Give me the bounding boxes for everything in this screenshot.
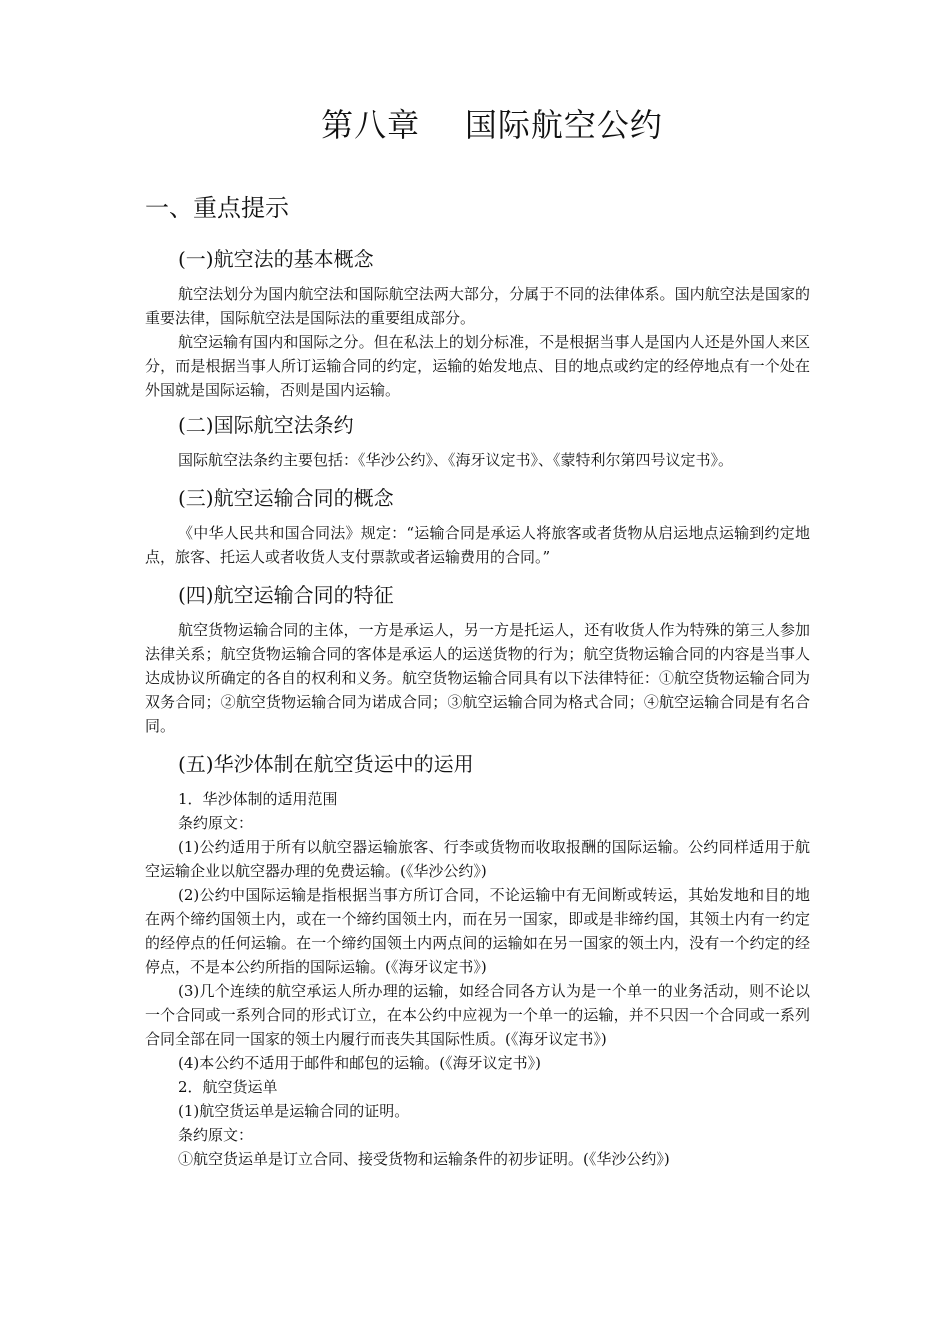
subsection-heading: (三)航空运输合同的概念 <box>178 486 394 510</box>
document-body <box>145 244 810 1171</box>
section-heading: 一、重点提示 <box>145 194 289 222</box>
numbered-heading: 1．华沙体制的适用范围 <box>178 790 338 808</box>
paragraph: 航空货物运输合同的主体，一方是承运人，另一方是托运人，还有收货人作为特殊的第三人参加法律关系；航空货物运输合同的客体是承运人的运送货物的行为；航空货物运输合同的内容是当事人达成协议所确定的各自的权利和义务。航空货物运输合同具有以下法律特征：①航空货物运输合同为双务合同；②航空货物运输合同为诺成合同；③航空运输合同为格式合同；④航空运输合同是有名合同。 <box>145 621 810 735</box>
paragraph: (4)本公约不适用于邮件和邮包的运输。(《海牙议定书》) <box>178 1054 541 1072</box>
paragraph: 国际航空法条约主要包括：《华沙公约》、《海牙议定书》、《蒙特利尔第四号议定书》。 <box>178 451 734 469</box>
subsection-heading: (四)航空运输合同的特征 <box>178 583 394 607</box>
paragraph: 条约原文： <box>178 1126 254 1144</box>
paragraph: (1)航空货运单是运输合同的证明。 <box>178 1102 410 1120</box>
paragraph: (1)公约适用于所有以航空器运输旅客、行李或货物而收取报酬的国际运输。公约同样适用于航空运输企业以航空器办理的免费运输。(《华沙公约》) <box>145 838 810 880</box>
paragraph: 《中华人民共和国合同法》规定：“运输合同是承运人将旅客或者货物从启运地点运输到约定地点，旅客、托运人或者收货人支付票款或者运输费用的合同。” <box>145 524 810 566</box>
chapter-title: 第八章 国际航空公约 <box>321 106 663 144</box>
paragraph: 条约原文： <box>178 814 254 832</box>
paragraph: 航空法划分为国内航空法和国际航空法两大部分，分属于不同的法律体系。国内航空法是国家的重要法律，国际航空法是国际法的重要组成部分。 <box>145 285 810 327</box>
subsection-heading: (二)国际航空法条约 <box>178 413 354 437</box>
paragraph: ①航空货运单是订立合同、接受货物和运输条件的初步证明。(《华沙公约》) <box>178 1150 670 1168</box>
paragraph: (2)公约中国际运输是指根据当事方所订合同，不论运输中有无间断或转运，其始发地和目的地在两个缔约国领土内，或在一个缔约国领土内，而在另一国家，即或是非缔约国，其领土内有一约定的经停点的任何运输。在一个缔约国领土内两点间的运输如在另一国家的领土内，没有一个约定的经停点，不是本公约所指的国际运输。(《海牙议定书》) <box>145 886 810 976</box>
numbered-heading: 2．航空货运单 <box>178 1078 278 1096</box>
paragraph: (3)几个连续的航空承运人所办理的运输，如经合同各方认为是一个单一的业务活动，则不论以一个合同或一系列合同的形式订立，在本公约中应视为一个单一的运输，并不只因一个合同或一系列合同全部在同一国家的领土内履行而丧失其国际性质。(《海牙议定书》) <box>145 982 810 1048</box>
subsection-heading: (一)航空法的基本概念 <box>178 247 374 271</box>
subsection-heading: (五)华沙体制在航空货运中的运用 <box>178 752 474 776</box>
paragraph: 航空运输有国内和国际之分。但在私法上的划分标准，不是根据当事人是国内人还是外国人来区分，而是根据当事人所订运输合同的约定，运输的始发地点、目的地点或约定的经停地点有一个处在外国就是国际运输，否则是国内运输。 <box>145 333 810 399</box>
